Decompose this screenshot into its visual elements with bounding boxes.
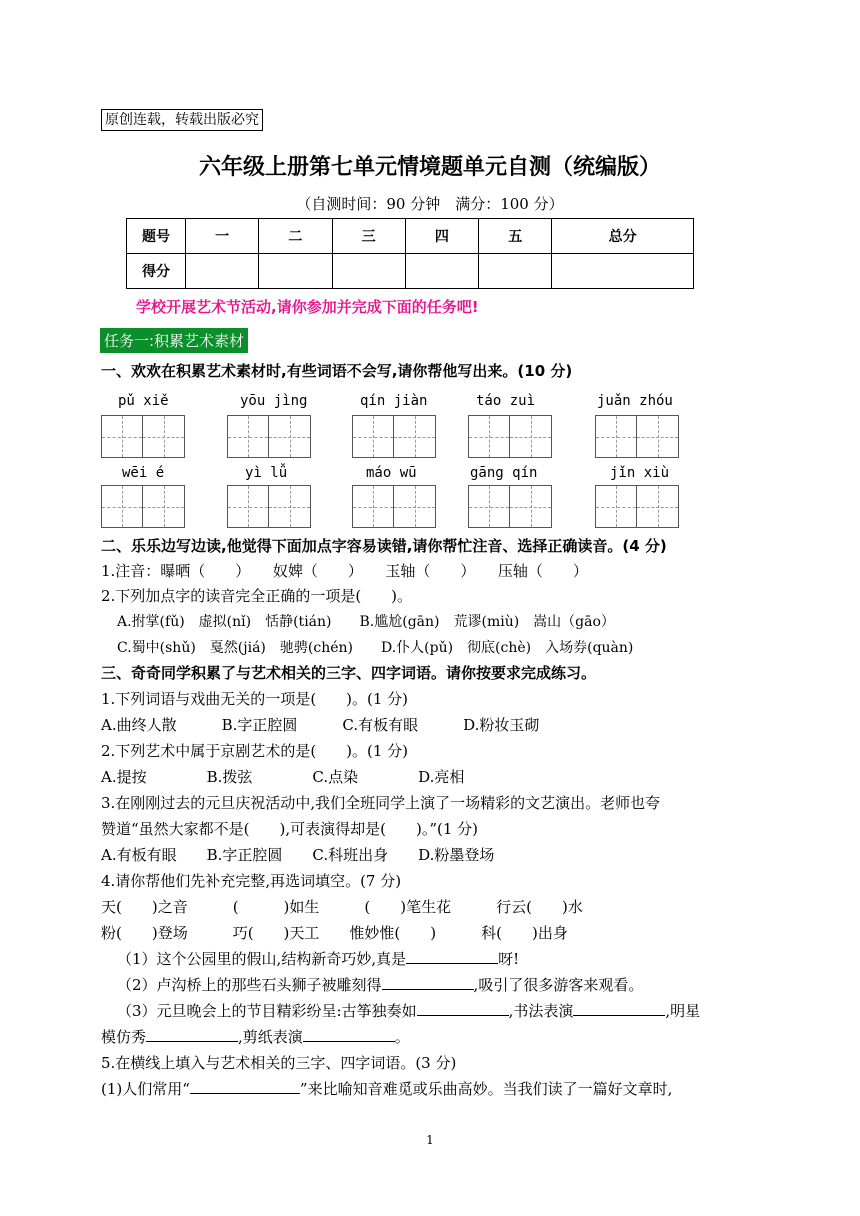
pinyin-label: pǔ xiě: [118, 393, 169, 409]
score-header-cell: 题号: [127, 219, 186, 254]
copyright-tag: 原创连载，转载出版必究: [101, 109, 263, 131]
question-text: 3.在刚刚过去的元旦庆祝活动中,我们全班同学上演了一场精彩的文艺演出。老师也夸: [101, 794, 661, 812]
sentence-text: （2）卢沟桥上的那些石头狮子被雕刻得: [117, 976, 382, 994]
task-label: 任务一:积累艺术素材: [100, 328, 248, 353]
pinyin-label: yōu jìng: [240, 393, 308, 409]
character-writing-grid[interactable]: [468, 485, 552, 528]
page-title: 六年级上册第七单元情境题单元自测（统编版）: [198, 154, 661, 180]
pinyin-label: wēi é: [122, 465, 165, 481]
sentence-text: 。: [394, 1028, 410, 1046]
answer-options: A.曲终人散 B.字正腔圆 C.有板有眼 D.粉妆玉砌: [101, 716, 540, 734]
question-text: 2.下列加点字的读音完全正确的一项是( )。: [101, 587, 413, 605]
score-header-cell: 五: [479, 219, 552, 254]
score-header-cell: 四: [405, 219, 478, 254]
fill-sentence: [101, 1078, 672, 1099]
activity-banner: 学校开展艺术节活动,请你参加并完成下面的任务吧!: [136, 298, 479, 316]
answer-options: A.有板有眼 B.字正腔圆 C.科班出身 D.粉墨登场: [101, 846, 495, 864]
pinyin-label: juǎn zhóu: [597, 393, 673, 409]
answer-options: A.提按 B.拨弦 C.点染 D.亮相: [101, 768, 465, 786]
character-writing-grid[interactable]: [595, 485, 679, 528]
score-cell[interactable]: [186, 254, 259, 289]
sentence-text: ,剪纸表演: [238, 1028, 303, 1046]
character-writing-grid[interactable]: [352, 485, 436, 528]
score-cell[interactable]: [479, 254, 552, 289]
character-writing-grid[interactable]: [101, 485, 185, 528]
fill-sentence: [101, 1026, 410, 1047]
fill-sentence: [117, 948, 519, 969]
pinyin-label: jǐn xiù: [610, 465, 670, 481]
answer-blank[interactable]: [146, 1026, 238, 1042]
sentence-text: ”来比喻知音难觅或乐曲高妙。当我们读了一篇好文章时,: [299, 1080, 673, 1098]
question-text: 赞道“虽然大家都不是( ),可表演得却是( )。”(1 分): [101, 820, 479, 838]
sentence-text: 呀!: [498, 950, 520, 968]
answer-options: A.拊掌(fǔ) 虚拟(nǐ) 恬静(tián) B.尴尬(gān) 荒谬(miù) 嵩山（gāo）: [117, 614, 615, 630]
character-writing-grid[interactable]: [352, 415, 436, 458]
answer-blank[interactable]: [382, 974, 474, 990]
character-writing-grid[interactable]: [227, 415, 311, 458]
answer-blank[interactable]: [573, 1000, 665, 1016]
sentence-text: （3）元旦晚会上的节目精彩纷呈:古筝独奏如: [117, 1002, 417, 1020]
answer-options: C.蜀中(shǔ) 戛然(jiá) 驰骋(chén) D.仆人(pǔ) 彻底(chè) 入场券(quàn): [117, 640, 634, 656]
pinyin-label: gāng qín: [470, 465, 538, 481]
fill-sentence: [117, 974, 643, 995]
score-header-cell: 总分: [552, 219, 694, 254]
score-table-score-row: [127, 254, 694, 289]
section-3-heading: 三、奇奇同学积累了与艺术相关的三字、四字词语。请你按要求完成练习。: [101, 664, 597, 682]
fill-sentence: [117, 1000, 700, 1021]
score-cell[interactable]: [552, 254, 694, 289]
sentence-text: (1)人们常用“: [101, 1080, 190, 1098]
character-writing-grid[interactable]: [595, 415, 679, 458]
answer-blank[interactable]: [303, 1026, 395, 1042]
character-writing-grid[interactable]: [101, 415, 185, 458]
sentence-text: （1）这个公园里的假山,结构新奇巧妙,真是: [117, 950, 407, 968]
question-text: 5.在横线上填入与艺术相关的三字、四字词语。(3 分): [101, 1054, 457, 1072]
section-1-heading: 一、欢欢在积累艺术素材时,有些词语不会写,请你帮他写出来。(10 分): [101, 362, 573, 380]
sentence-text: ,书法表演: [508, 1002, 574, 1020]
page-subtitle: （自测时间：90 分钟 满分：100 分）: [296, 195, 564, 213]
pinyin-label: táo zuì: [476, 393, 536, 409]
question-text: 4.请你帮他们先补充完整,再选词填空。(7 分): [101, 872, 402, 890]
sentence-text: ,吸引了很多游客来观看。: [473, 976, 644, 994]
score-row-label: 得分: [127, 254, 186, 289]
page-number: 1: [426, 1133, 434, 1147]
score-table-header-row: [127, 219, 694, 254]
score-header-cell: 二: [259, 219, 332, 254]
question-text: 2.下列艺术中属于京剧艺术的是( )。(1 分): [101, 742, 409, 760]
character-writing-grid[interactable]: [468, 415, 552, 458]
pinyin-label: máo wū: [366, 465, 417, 481]
fill-idiom-row: 粉( )登场 巧( )天工 惟妙惟( ) 科( )出身: [101, 924, 568, 942]
score-cell[interactable]: [259, 254, 332, 289]
score-table: [126, 218, 694, 289]
pinyin-label: yì lǚ: [245, 465, 288, 481]
answer-blank[interactable]: [417, 1000, 509, 1016]
character-writing-grid[interactable]: [227, 485, 311, 528]
pinyin-label: qín jiàn: [360, 393, 428, 409]
fill-idiom-row: 天( )之音 ( )如生 ( )笔生花 行云( )水: [101, 898, 583, 916]
question-text: 1.注音：曝晒（ ） 奴婢（ ） 玉轴（ ） 压轴（ ）: [101, 562, 588, 580]
section-2-heading: 二、乐乐边写边读,他觉得下面加点字容易读错,请你帮忙注音、选择正确读音。(4 分): [101, 537, 667, 555]
sentence-text: 模仿秀: [101, 1028, 147, 1046]
score-cell[interactable]: [332, 254, 405, 289]
answer-blank[interactable]: [190, 1078, 300, 1094]
score-header-cell: 一: [186, 219, 259, 254]
score-header-cell: 三: [332, 219, 405, 254]
score-cell[interactable]: [405, 254, 478, 289]
sentence-text: ,明星: [665, 1002, 701, 1020]
question-text: 1.下列词语与戏曲无关的一项是( )。(1 分): [101, 690, 409, 708]
answer-blank[interactable]: [406, 948, 498, 964]
